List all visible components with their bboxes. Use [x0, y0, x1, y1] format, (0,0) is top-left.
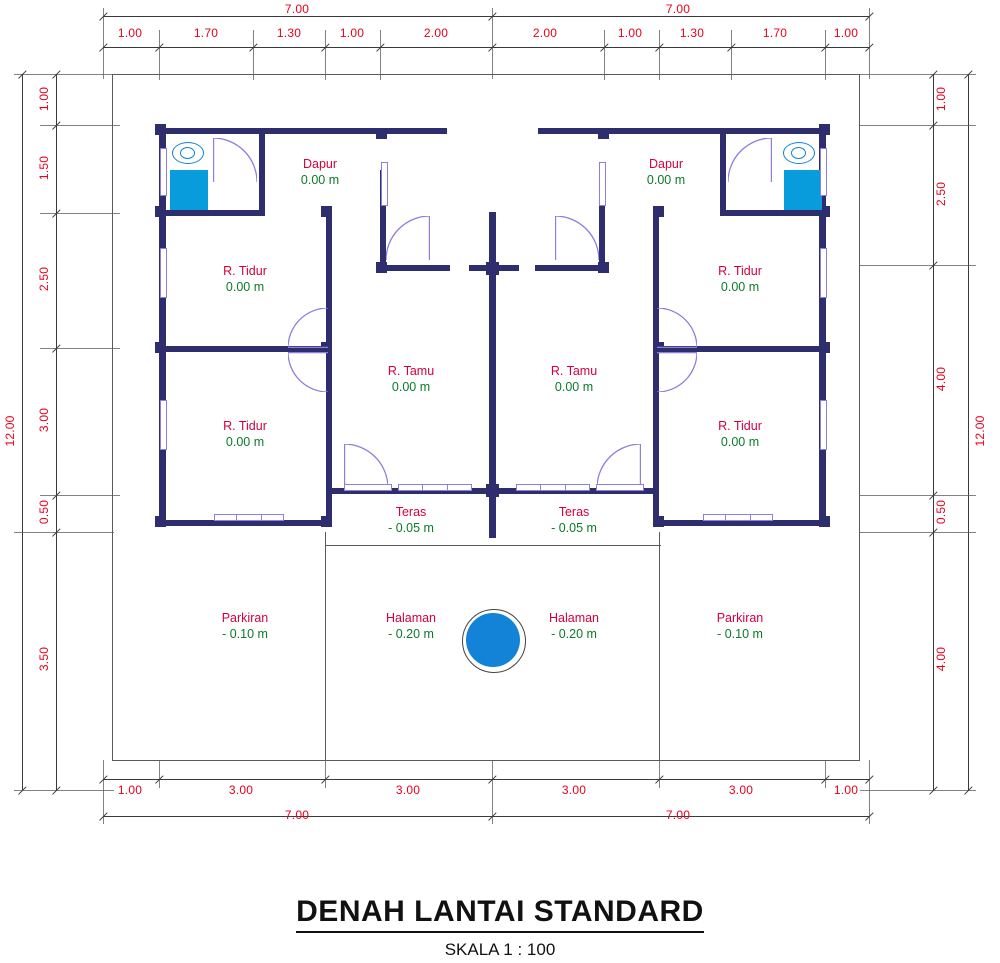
dimension-value: 3.00: [561, 783, 587, 797]
title-block: [0, 895, 1000, 933]
dimension-value: 2.00: [532, 26, 558, 40]
room-name: Parkiran: [716, 611, 764, 625]
window-left-front-2: [236, 514, 262, 521]
grid-ext-v: [731, 30, 732, 80]
room-name: Dapur: [648, 157, 684, 171]
dim-line-bottom-outer: [103, 816, 869, 817]
dimension-value: 1.00: [339, 26, 365, 40]
room-name: Parkiran: [221, 611, 269, 625]
wall-exterior-top-left: [159, 128, 447, 134]
room-elevation: 0.00 m: [646, 173, 686, 187]
door-bedroom2-right: [657, 352, 697, 392]
window-left-livingroom: [344, 484, 392, 491]
room-name: Dapur: [302, 157, 338, 171]
column-mark: [155, 206, 166, 217]
grid-ext-h: [14, 532, 114, 533]
grid-ext-v-bottom: [325, 760, 326, 788]
dimension-value: 2.50: [934, 181, 948, 207]
dimension-value: 1.70: [193, 26, 219, 40]
site-boundary-top: [112, 74, 860, 75]
bathtub-fixture-right: [784, 170, 822, 210]
room-elevation: 0.00 m: [554, 380, 594, 394]
dimension-value: 1.30: [679, 26, 705, 40]
grid-ext-h: [860, 495, 976, 496]
room-name: R. Tidur: [718, 419, 762, 433]
room-name: Halaman: [548, 611, 600, 625]
window-right-teras-front2: [540, 484, 566, 491]
door-bathroom-left: [213, 138, 257, 182]
dimension-value: 2.50: [37, 266, 51, 292]
room-name: R. Tidur: [223, 419, 267, 433]
site-boundary-left: [112, 74, 113, 761]
window-right-kitchen: [599, 162, 606, 206]
room-name: Halaman: [385, 611, 437, 625]
grid-ext-h: [40, 348, 120, 349]
room-label: [260, 157, 380, 187]
bathtub-fixture-left: [170, 170, 208, 210]
yard-divider-left: [325, 532, 326, 760]
dimension-value: 0.50: [934, 499, 948, 525]
room-elevation: 0.00 m: [391, 380, 431, 394]
grid-ext-v: [253, 30, 254, 80]
dimension-value: 3.00: [728, 783, 754, 797]
door-bathroom-right: [728, 138, 772, 182]
room-elevation: - 0.10 m: [222, 627, 268, 641]
dimension-value: 12.00: [973, 415, 987, 447]
dim-line-top-outer: [103, 16, 869, 17]
column-mark: [819, 516, 830, 527]
column-mark: [486, 484, 499, 497]
window-right-bedroom1: [820, 248, 827, 298]
grid-ext-h: [14, 74, 114, 75]
grid-ext-h: [860, 532, 976, 533]
room-name: Teras: [558, 505, 590, 519]
site-boundary-right: [859, 74, 860, 761]
dimension-value: 7.00: [284, 2, 310, 16]
grid-ext-v: [103, 8, 104, 79]
dimension-value: 1.00: [37, 86, 51, 112]
dim-line-left-inner: [56, 74, 57, 790]
room-elevation: - 0.05 m: [551, 521, 597, 535]
yard-divider-top: [325, 545, 661, 546]
yard-divider-right: [659, 532, 660, 760]
window-left-kitchen: [381, 162, 388, 206]
dimension-value: 1.50: [37, 155, 51, 181]
grid-ext-h: [860, 790, 976, 791]
dimension-value: 1.00: [117, 26, 143, 40]
wall-bath-bottom-right: [720, 210, 826, 216]
column-mark: [819, 342, 830, 353]
room-label: [351, 611, 471, 641]
room-elevation: 0.00 m: [225, 435, 265, 449]
column-mark: [486, 262, 499, 275]
dimension-value: 7.00: [665, 808, 691, 822]
sink-inner-left: [180, 147, 195, 159]
room-label: [185, 264, 305, 294]
door-bedroom2-left: [288, 352, 328, 392]
wall-kitchen-bottom-right: [535, 265, 605, 271]
dimension-value: 12.00: [3, 415, 17, 447]
grid-ext-v: [869, 8, 870, 79]
wall-exterior-top-right: [538, 128, 826, 134]
room-elevation: 0.00 m: [720, 435, 760, 449]
window-left-bedroom2: [160, 400, 167, 450]
room-elevation: 0.00 m: [225, 280, 265, 294]
window-right-front-2: [725, 514, 751, 521]
grid-ext-v-bottom: [659, 760, 660, 788]
door-entrance-right: [597, 444, 641, 488]
column-mark: [653, 206, 664, 217]
column-mark: [598, 262, 609, 273]
room-elevation: - 0.10 m: [717, 627, 763, 641]
dim-line-top-inner: [103, 47, 869, 48]
door-kitchen-left: [386, 216, 430, 260]
room-label: [514, 611, 634, 641]
window-left-bedroom1: [160, 248, 167, 298]
room-name: R. Tidur: [718, 264, 762, 278]
dimension-value: 1.00: [617, 26, 643, 40]
column-mark: [155, 516, 166, 527]
dimension-value: 3.00: [228, 783, 254, 797]
dimension-value: 3.00: [37, 407, 51, 433]
dimension-value: 7.00: [665, 2, 691, 16]
window-right-livingroom: [596, 484, 644, 491]
door-kitchen-right: [555, 216, 599, 260]
dimension-value: 1.00: [833, 783, 859, 797]
column-mark: [819, 124, 830, 135]
column-mark: [321, 516, 332, 527]
grid-ext-h: [40, 495, 120, 496]
window-left-bath: [160, 148, 167, 196]
room-name: R. Tidur: [223, 264, 267, 278]
dimension-value: 1.00: [117, 783, 143, 797]
dimension-value: 3.50: [37, 646, 51, 672]
column-mark: [155, 124, 166, 135]
dimension-value: 7.00: [284, 808, 310, 822]
dimension-value: 1.00: [934, 86, 948, 112]
room-label: [514, 505, 634, 535]
sink-inner-right: [791, 147, 806, 159]
dimension-value: 2.00: [423, 26, 449, 40]
site-boundary-bottom: [112, 760, 860, 761]
door-entrance-left: [344, 444, 388, 488]
dim-line-bottom-inner: [103, 779, 869, 780]
column-mark: [376, 262, 387, 273]
dimension-value: 3.00: [395, 783, 421, 797]
dimension-value: 0.50: [37, 499, 51, 525]
dimension-value: 4.00: [934, 366, 948, 392]
column-mark: [376, 128, 387, 139]
column-mark: [653, 516, 664, 527]
room-label: [680, 264, 800, 294]
dim-line-right-outer: [968, 74, 969, 790]
page-title: DENAH LANTAI STANDARD: [296, 895, 704, 933]
room-elevation: - 0.20 m: [388, 627, 434, 641]
room-elevation: 0.00 m: [300, 173, 340, 187]
room-elevation: - 0.20 m: [551, 627, 597, 641]
scale-note: SKALA 1 : 100: [444, 940, 556, 959]
column-mark: [155, 342, 166, 353]
door-bedroom1-left: [288, 308, 328, 348]
room-label: [680, 419, 800, 449]
column-mark: [321, 206, 332, 217]
grid-ext-v: [492, 8, 493, 79]
door-bedroom1-right: [657, 308, 697, 348]
grid-ext-h: [860, 265, 976, 266]
dimension-value: 1.30: [276, 26, 302, 40]
grid-ext-h: [860, 125, 976, 126]
room-label: [351, 364, 471, 394]
room-elevation: 0.00 m: [720, 280, 760, 294]
room-label: [185, 419, 305, 449]
room-elevation: - 0.05 m: [388, 521, 434, 535]
window-right-bath: [820, 148, 827, 196]
window-left-teras-front2: [422, 484, 448, 491]
dimension-value: 1.70: [762, 26, 788, 40]
dimension-value: 4.00: [934, 646, 948, 672]
room-label: [680, 611, 800, 641]
room-name: R. Tamu: [550, 364, 598, 378]
room-label: [606, 157, 726, 187]
room-label: [185, 611, 305, 641]
wall-bath-bottom: [159, 210, 265, 216]
window-right-bedroom2: [820, 400, 827, 450]
grid-ext-h: [40, 213, 120, 214]
room-label: [514, 364, 634, 394]
grid-ext-h: [14, 790, 114, 791]
grid-ext-h: [860, 74, 976, 75]
column-mark: [598, 128, 609, 139]
wall-kitchen-bottom: [380, 265, 450, 271]
room-name: R. Tamu: [387, 364, 435, 378]
room-name: Teras: [395, 505, 427, 519]
grid-ext-h: [40, 125, 120, 126]
room-label: [351, 505, 471, 535]
dimension-value: 1.00: [833, 26, 859, 40]
dim-line-left-outer: [22, 74, 23, 790]
